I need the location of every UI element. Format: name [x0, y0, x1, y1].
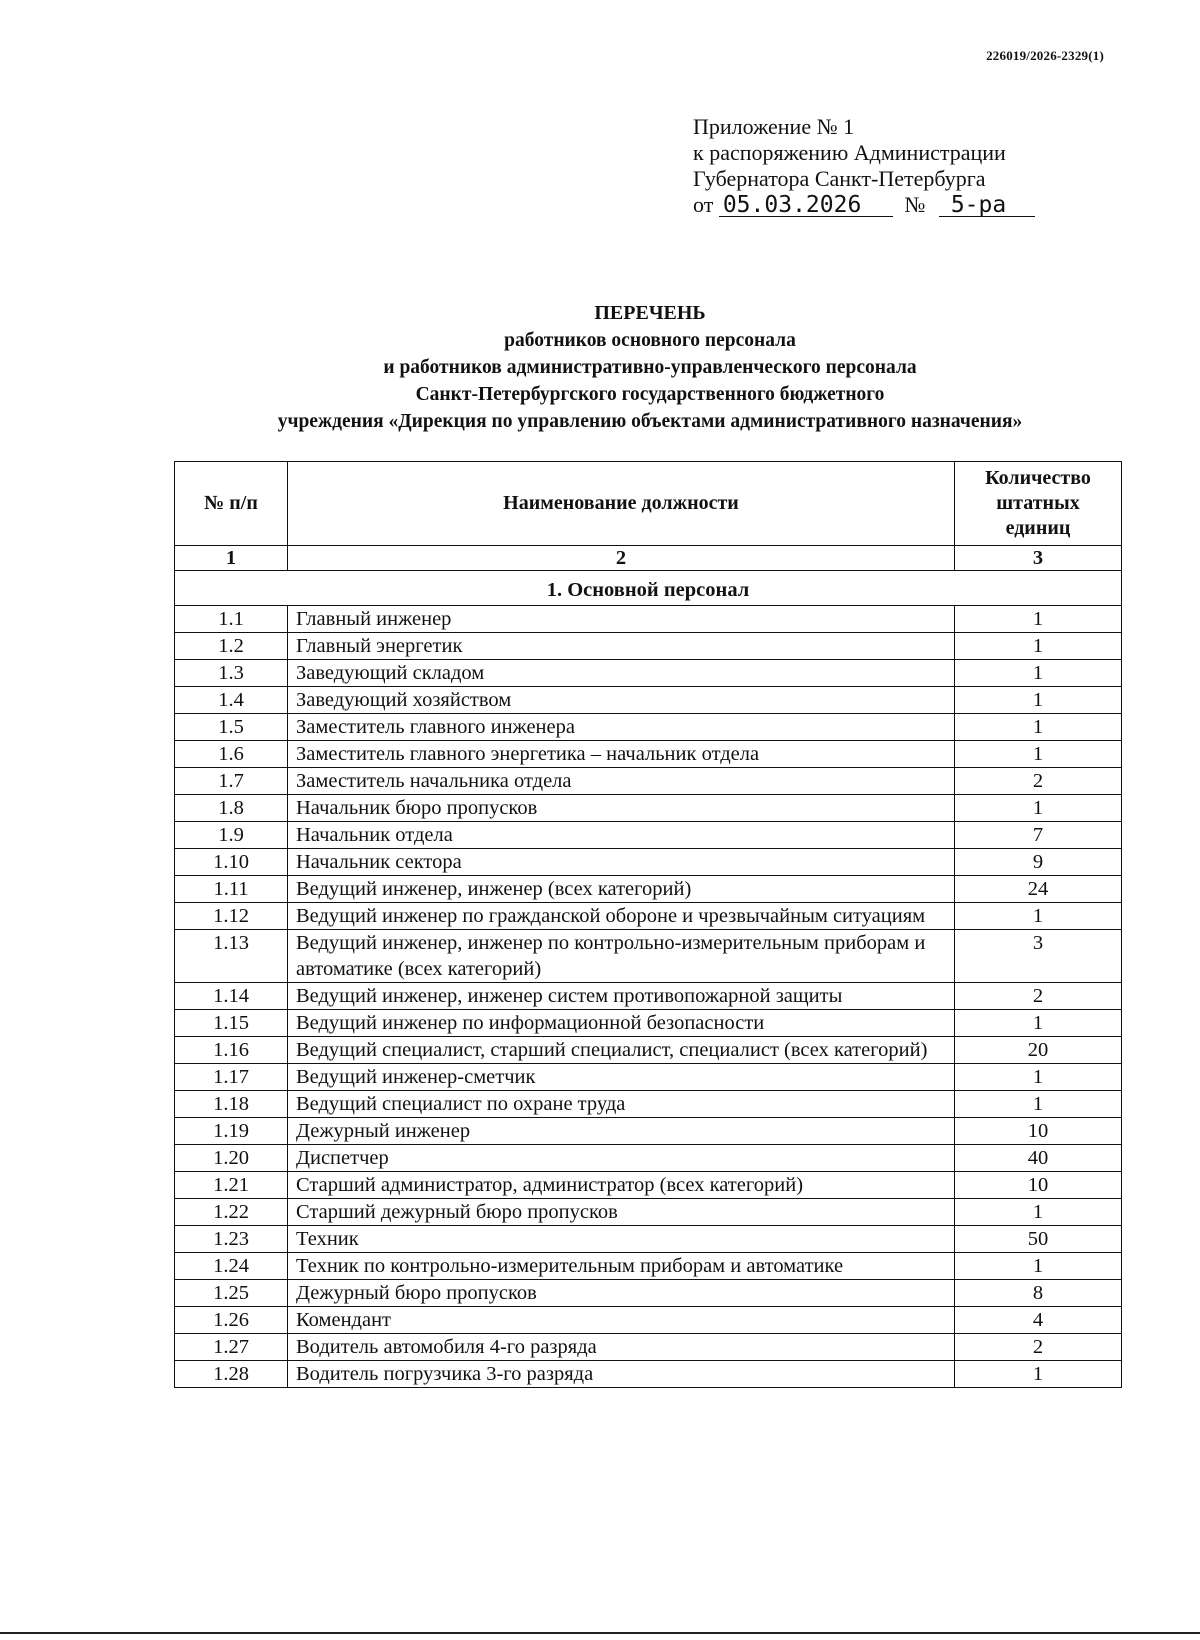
document-title — [0, 300, 1200, 435]
table-row — [175, 876, 1122, 903]
section-row — [175, 571, 1122, 606]
table-row — [175, 1199, 1122, 1226]
table-row — [175, 633, 1122, 660]
header-number — [175, 462, 288, 546]
row-position-name: Водитель автомобиля 4-го разряда — [288, 1334, 955, 1361]
column-index-2: 2 — [288, 546, 955, 571]
row-quantity: 40 — [955, 1145, 1122, 1172]
title-line-2: и работников административно-управленческого персонала — [383, 357, 917, 378]
row-number: 1.3 — [175, 660, 288, 687]
table-row — [175, 687, 1122, 714]
column-index-row — [175, 546, 1122, 571]
table-row — [175, 849, 1122, 876]
table-row — [175, 1091, 1122, 1118]
row-quantity: 2 — [955, 768, 1122, 795]
row-position-name: Начальник сектора — [288, 849, 955, 876]
table-row — [175, 1253, 1122, 1280]
row-quantity: 50 — [955, 1226, 1122, 1253]
row-number: 1.19 — [175, 1118, 288, 1145]
title-main: ПЕРЕЧЕНЬ — [594, 302, 706, 324]
row-quantity: 1 — [955, 633, 1122, 660]
bottom-scan-edge — [0, 1632, 1200, 1634]
title-line-3: Санкт-Петербургского государственного бюджетного — [415, 384, 885, 405]
row-quantity: 1 — [955, 1361, 1122, 1388]
row-quantity: 1 — [955, 1064, 1122, 1091]
table-row — [175, 1361, 1122, 1388]
annex-header — [693, 114, 1035, 222]
row-quantity: 10 — [955, 1172, 1122, 1199]
row-number: 1.5 — [175, 714, 288, 741]
row-quantity: 9 — [955, 849, 1122, 876]
table-body — [175, 546, 1122, 1388]
row-position-name: Ведущий инженер, инженер (всех категорий) — [288, 876, 955, 903]
table-row — [175, 1037, 1122, 1064]
row-number: 1.10 — [175, 849, 288, 876]
row-position-name: Начальник отдела — [288, 822, 955, 849]
row-position-name: Главный инженер — [288, 606, 955, 633]
row-number: 1.28 — [175, 1361, 288, 1388]
row-number: 1.11 — [175, 876, 288, 903]
title-line-1: работников основного персонала — [504, 330, 796, 351]
row-position-name: Ведущий инженер, инженер систем противопожарной защиты — [288, 983, 955, 1010]
annex-authority: Губернатора Санкт-Петербурга — [693, 166, 986, 191]
row-position-name: Диспетчер — [288, 1145, 955, 1172]
row-position-name: Начальник бюро пропусков — [288, 795, 955, 822]
table-row — [175, 983, 1122, 1010]
row-quantity: 1 — [955, 1091, 1122, 1118]
row-quantity: 3 — [955, 930, 1122, 983]
row-number: 1.27 — [175, 1334, 288, 1361]
row-position-name: Ведущий специалист, старший специалист, специалист (всех категорий) — [288, 1037, 955, 1064]
date-prefix: от — [693, 192, 714, 217]
row-position-name: Дежурный бюро пропусков — [288, 1280, 955, 1307]
order-date: 05.03.2026 — [719, 194, 893, 217]
row-number: 1.23 — [175, 1226, 288, 1253]
row-number: 1.8 — [175, 795, 288, 822]
row-number: 1.12 — [175, 903, 288, 930]
header-number-text: № п/п — [204, 492, 258, 514]
row-quantity: 1 — [955, 1199, 1122, 1226]
section-title: 1. Основной персонал — [175, 571, 1122, 606]
row-position-name: Старший дежурный бюро пропусков — [288, 1199, 955, 1226]
row-number: 1.13 — [175, 930, 288, 983]
table-header-row — [175, 462, 1122, 546]
row-number: 1.24 — [175, 1253, 288, 1280]
row-number: 1.2 — [175, 633, 288, 660]
row-number: 1.4 — [175, 687, 288, 714]
table-row — [175, 795, 1122, 822]
annex-date-line — [693, 192, 1035, 222]
row-quantity: 2 — [955, 983, 1122, 1010]
table-row — [175, 1172, 1122, 1199]
table-row — [175, 606, 1122, 633]
row-quantity: 24 — [955, 876, 1122, 903]
table-row — [175, 903, 1122, 930]
table-row — [175, 714, 1122, 741]
table-row — [175, 660, 1122, 687]
row-quantity: 20 — [955, 1037, 1122, 1064]
row-position-name: Заместитель главного инженера — [288, 714, 955, 741]
row-number: 1.6 — [175, 741, 288, 768]
row-quantity: 1 — [955, 741, 1122, 768]
row-quantity: 1 — [955, 660, 1122, 687]
table-row — [175, 1010, 1122, 1037]
row-quantity: 1 — [955, 903, 1122, 930]
header-quantity-text: Количество штатных единиц — [985, 467, 1091, 539]
header-position-name-text: Наименование должности — [503, 492, 739, 514]
row-quantity: 1 — [955, 687, 1122, 714]
row-number: 1.15 — [175, 1010, 288, 1037]
row-quantity: 1 — [955, 606, 1122, 633]
table-row — [175, 822, 1122, 849]
column-index-3: 3 — [955, 546, 1122, 571]
annex-order-ref: к распоряжению Администрации — [693, 140, 1006, 165]
row-position-name: Водитель погрузчика 3-го разряда — [288, 1361, 955, 1388]
row-position-name: Заместитель начальника отдела — [288, 768, 955, 795]
row-number: 1.17 — [175, 1064, 288, 1091]
row-number: 1.20 — [175, 1145, 288, 1172]
row-position-name: Ведущий специалист по охране труда — [288, 1091, 955, 1118]
table-row — [175, 1064, 1122, 1091]
header-quantity — [955, 462, 1122, 546]
table-row — [175, 1145, 1122, 1172]
row-quantity: 1 — [955, 714, 1122, 741]
row-quantity: 7 — [955, 822, 1122, 849]
row-position-name: Комендант — [288, 1307, 955, 1334]
row-quantity: 1 — [955, 1253, 1122, 1280]
row-number: 1.14 — [175, 983, 288, 1010]
title-line-4: учреждения «Дирекция по управлению объектами административного назначения» — [277, 411, 1023, 432]
row-number: 1.1 — [175, 606, 288, 633]
row-position-name: Ведущий инженер, инженер по контрольно-измерительным приборам и автоматике (всех категорий) — [288, 930, 955, 983]
order-number: 5-ра — [939, 194, 1035, 217]
row-quantity: 10 — [955, 1118, 1122, 1145]
row-quantity: 1 — [955, 1010, 1122, 1037]
header-position-name — [288, 462, 955, 546]
row-position-name: Дежурный инженер — [288, 1118, 955, 1145]
row-number: 1.9 — [175, 822, 288, 849]
row-quantity: 1 — [955, 795, 1122, 822]
table-row — [175, 1280, 1122, 1307]
row-position-name: Ведущий инженер по информационной безопасности — [288, 1010, 955, 1037]
row-position-name: Ведущий инженер-сметчик — [288, 1064, 955, 1091]
row-number: 1.26 — [175, 1307, 288, 1334]
row-number: 1.7 — [175, 768, 288, 795]
row-position-name: Заведующий складом — [288, 660, 955, 687]
table-row — [175, 741, 1122, 768]
table-row — [175, 1307, 1122, 1334]
table-row — [175, 930, 1122, 983]
column-index-1: 1 — [175, 546, 288, 571]
row-position-name: Ведущий инженер по гражданской обороне и чрезвычайным ситуациям — [288, 903, 955, 930]
row-quantity: 2 — [955, 1334, 1122, 1361]
row-quantity: 8 — [955, 1280, 1122, 1307]
row-position-name: Техник — [288, 1226, 955, 1253]
annex-title: Приложение № 1 — [693, 114, 855, 139]
row-number: 1.22 — [175, 1199, 288, 1226]
number-prefix: № — [904, 192, 926, 217]
row-quantity: 4 — [955, 1307, 1122, 1334]
row-number: 1.16 — [175, 1037, 288, 1064]
table-row — [175, 1118, 1122, 1145]
table-row — [175, 1334, 1122, 1361]
row-position-name: Заместитель главного энергетика – начальник отдела — [288, 741, 955, 768]
table-row — [175, 768, 1122, 795]
row-number: 1.18 — [175, 1091, 288, 1118]
staff-positions-table — [174, 461, 1122, 1388]
row-position-name: Старший администратор, администратор (всех категорий) — [288, 1172, 955, 1199]
row-number: 1.21 — [175, 1172, 288, 1199]
document-reference-number: 226019/2026-2329(1) — [986, 48, 1104, 63]
row-number: 1.25 — [175, 1280, 288, 1307]
row-position-name: Заведующий хозяйством — [288, 687, 955, 714]
row-position-name: Главный энергетик — [288, 633, 955, 660]
row-position-name: Техник по контрольно-измерительным приборам и автоматике — [288, 1253, 955, 1280]
table-row — [175, 1226, 1122, 1253]
